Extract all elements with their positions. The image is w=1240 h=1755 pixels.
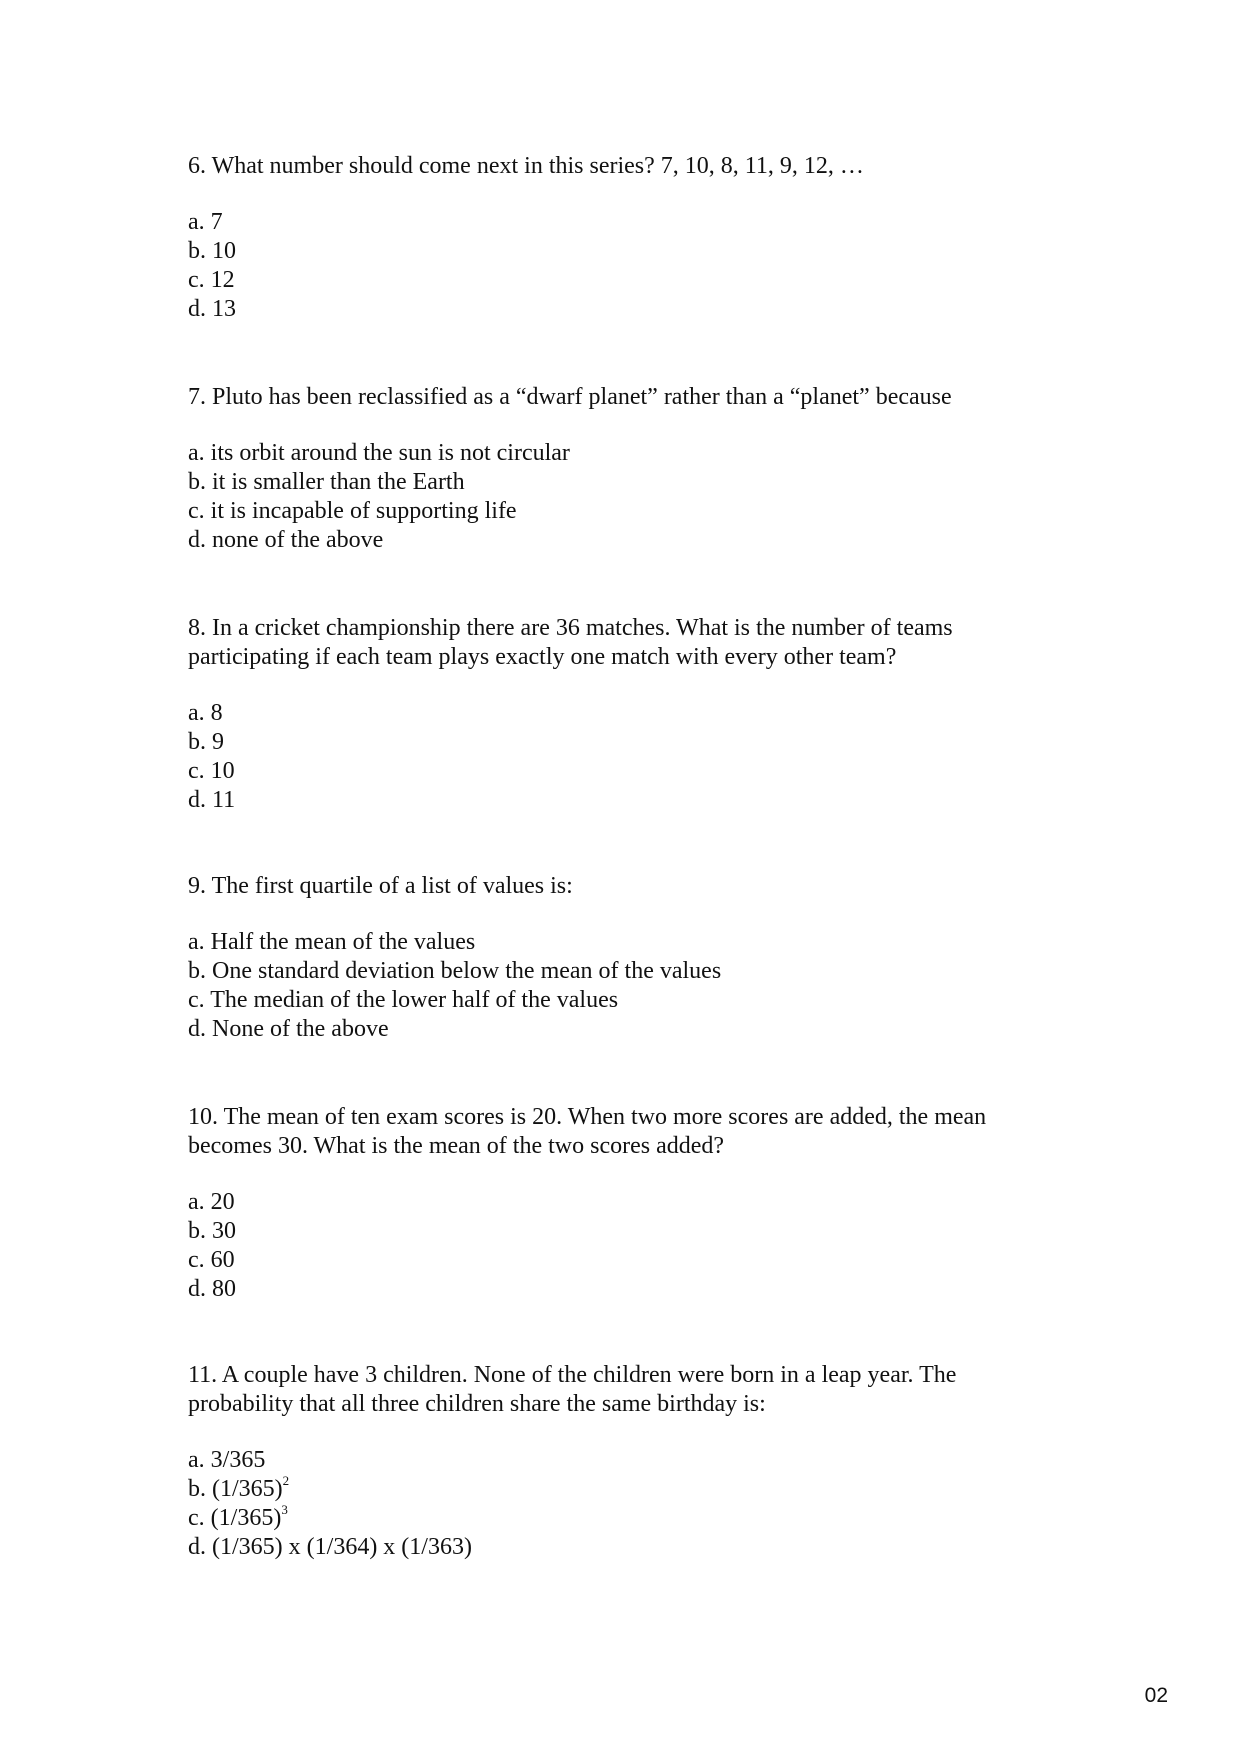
option-d xyxy=(188,1533,1068,1562)
option-a xyxy=(188,1446,1068,1475)
option-b-exponent: 2 xyxy=(282,1473,290,1488)
page-number: 02 xyxy=(1144,1684,1168,1707)
answer-options xyxy=(188,1446,1068,1562)
question-text xyxy=(188,614,1068,672)
option-d: d. 13 xyxy=(188,296,236,322)
answer-options xyxy=(188,928,1068,1044)
option-c xyxy=(188,1504,1068,1533)
option-b xyxy=(188,1475,1068,1504)
option-a-label: a. 3/365 xyxy=(188,1447,266,1473)
question-text-line-1: 11. A couple have 3 children. None of the children were born in a leap year. The xyxy=(188,1362,957,1388)
option-d: d. None of the above xyxy=(188,1016,389,1042)
option-c: c. 60 xyxy=(188,1247,235,1273)
question-text-line-2: participating if each team plays exactly one match with every other team? xyxy=(188,644,897,670)
option-c: c. The median of the lower half of the values xyxy=(188,987,619,1013)
option-d: d. 80 xyxy=(188,1276,236,1302)
option-b: b. 9 xyxy=(188,729,224,755)
question-text: 9. The first quartile of a list of values is: xyxy=(188,873,573,899)
question-text-line-1: 8. In a cricket championship there are 36 matches. What is the number of teams xyxy=(188,615,953,641)
question-text-line-2: becomes 30. What is the mean of the two scores added? xyxy=(188,1133,725,1159)
option-a: a. Half the mean of the values xyxy=(188,929,476,955)
option-c: c. 10 xyxy=(188,758,235,784)
question-6 xyxy=(188,152,1068,324)
option-c: c. it is incapable of supporting life xyxy=(188,498,517,524)
answer-options xyxy=(188,208,1068,324)
question-text: 7. Pluto has been reclassified as a “dwarf planet” rather than a “planet” because xyxy=(188,384,952,410)
question-text xyxy=(188,1103,1068,1161)
option-b-label: b. (1/365) xyxy=(188,1476,283,1502)
answer-options xyxy=(188,1188,1068,1304)
question-10 xyxy=(188,1103,1068,1304)
option-d-label: d. (1/365) x (1/364) x (1/363) xyxy=(188,1534,472,1560)
option-b: b. One standard deviation below the mean of the values xyxy=(188,958,722,984)
option-a: a. 8 xyxy=(188,700,223,726)
question-8 xyxy=(188,614,1068,815)
option-d: d. none of the above xyxy=(188,527,384,553)
option-c-exponent: 3 xyxy=(281,1502,288,1517)
option-c-label: c. (1/365) xyxy=(188,1505,282,1531)
question-text xyxy=(188,1361,1068,1419)
question-text-line-2: probability that all three children share the same birthday is: xyxy=(188,1391,766,1417)
option-c: c. 12 xyxy=(188,267,235,293)
question-9 xyxy=(188,872,1068,1044)
option-a: a. 20 xyxy=(188,1189,235,1215)
answer-options xyxy=(188,439,1068,555)
option-a: a. its orbit around the sun is not circular xyxy=(188,440,570,466)
option-a: a. 7 xyxy=(188,209,223,235)
option-b: b. 30 xyxy=(188,1218,236,1244)
option-b: b. it is smaller than the Earth xyxy=(188,469,465,495)
answer-options xyxy=(188,699,1068,815)
question-text: 6. What number should come next in this series? 7, 10, 8, 11, 9, 12, … xyxy=(188,153,864,179)
option-d: d. 11 xyxy=(188,787,236,813)
question-text-line-1: 10. The mean of ten exam scores is 20. When two more scores are added, the mean xyxy=(188,1104,987,1130)
option-b: b. 10 xyxy=(188,238,236,264)
question-11 xyxy=(188,1361,1068,1562)
question-7 xyxy=(188,383,1068,555)
